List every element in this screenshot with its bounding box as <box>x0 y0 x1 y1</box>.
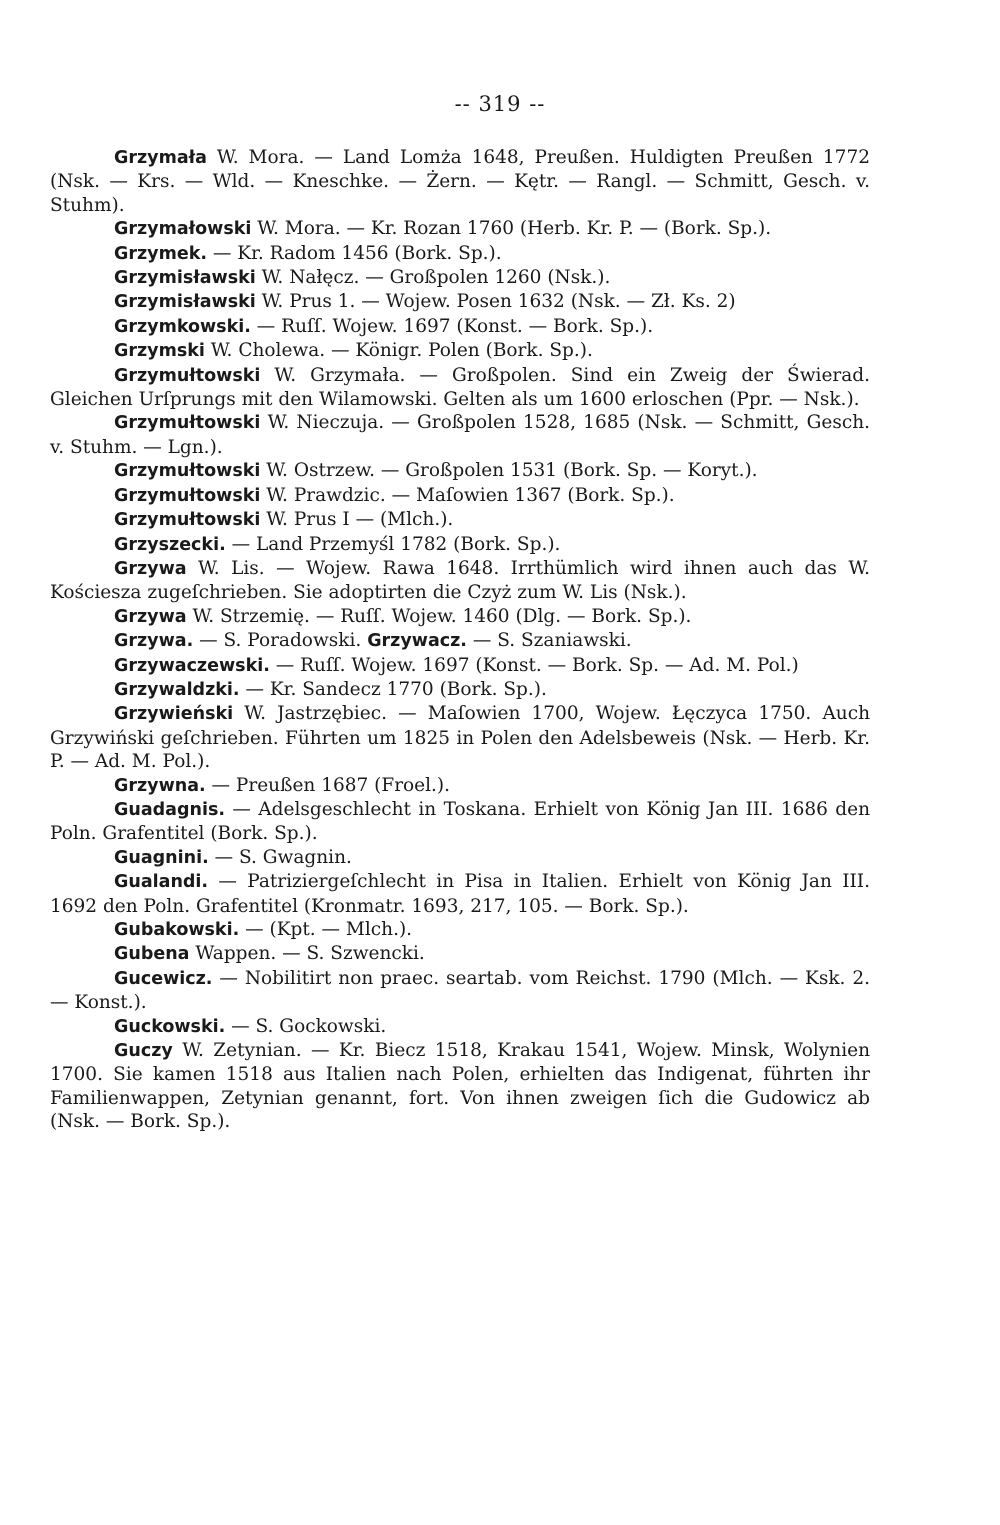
entry-text: — Kr. Sandecz 1770 (Bork. Sp.). <box>239 678 547 700</box>
entry <box>50 774 870 798</box>
entry-headword: Gubena <box>114 944 190 965</box>
entry <box>50 533 870 557</box>
entry-text: W. Grzymała. — Großpolen. Sind ein Zweig der Świerad. Gleichen Urſprungs mit den Wilamowski. Gelten als um 1600 erloschen (Ppr. — Nsk.). <box>50 364 870 411</box>
entry-text: — Nobilitirt non praec. seartab. vom Reichst. 1790 (Mlch. — Ksk. 2. — Konst.). <box>50 967 870 1014</box>
entry-headword: Grzywa <box>114 606 187 627</box>
entry <box>50 242 870 266</box>
entry-text: W. Prus 1. — Wojew. Posen 1632 (Nsk. — Zł. Ks. 2) <box>255 291 736 313</box>
entry-text: W. Cholewa. — Königr. Polen (Bork. Sp.). <box>204 340 593 362</box>
entry-headword: Gubakowski. <box>114 920 240 940</box>
entry-text: — (Kpt. — Mlch.). <box>239 919 413 940</box>
entry-text: — S. Poradowski. <box>193 630 362 652</box>
entry-text: W. Zetynian. — Kr. Biecz 1518, Krakau 1541, Wojew. Minsk, Wolynien 1700. Sie kamen 1518 aus Italien nach Polen, erhielten das Indigenat, führten ihr Familienwappen, Zetynian genannt, fort. Von ihnen zweigen ſich die Gudowicz ab (Nsk. — Bork. Sp.). <box>50 1040 870 1133</box>
entry-text: W. Strzemię. — Ruſſ. Wojew. 1460 (Dlg. — Bork. Sp.). <box>186 605 692 627</box>
entry-headword: Grzymułtowski <box>114 485 261 506</box>
entry-headword: Grzymałowski <box>114 219 252 240</box>
entry-text: — Ruſſ. Wojew. 1697 (Konst. — Bork. Sp.). <box>250 315 654 337</box>
entry <box>50 605 870 629</box>
entry-headword: Grzymisławski <box>114 292 256 313</box>
entry-text: — S. Gwagnin. <box>208 846 352 868</box>
entry-text: W. Jastrzębiec. — Maſowien 1700, Wojew. Łęczyca 1750. Auch Grzywiński geſchrieben. Führten um 1825 in Polen den Adelsbeweis (Nsk. — Herb. Kr. P. — Ad. M. Pol.). <box>50 703 870 773</box>
entry <box>50 918 870 942</box>
entry-text: — Preußen 1687 (Froel.). <box>205 774 451 796</box>
entry-headword: Grzymułtowski <box>114 413 261 434</box>
entry-headword: Grzymski <box>114 341 205 362</box>
entry <box>50 798 870 846</box>
entry <box>50 339 870 363</box>
entry-text: W. Nieczuja. — Großpolen 1528, 1685 (Nsk. — Schmitt, Gesch. v. Stuhm. — Lgn.). <box>50 412 870 458</box>
entry <box>50 411 870 459</box>
entry-headword: Grzymułtowski <box>114 510 261 531</box>
entry <box>50 702 870 773</box>
entry-headword: Gualandi. <box>114 872 209 893</box>
entry-headword: Guagnini. <box>114 847 209 868</box>
entry <box>50 146 870 217</box>
entry-text: — S. Gockowski. <box>225 1015 387 1037</box>
entry-text: W. Mora. — Land Lomża 1648, Preußen. Huldigten Preußen 1772 (Nsk. — Krs. — Wld. — Kneschke. — Żern. — Kętr. — Rangl. — Schmitt, Gesch. v. Stuhm). <box>50 147 870 216</box>
entry <box>50 1015 870 1039</box>
entry-text: W. Ostrzew. — Großpolen 1531 (Bork. Sp. — Koryt.). <box>260 460 758 482</box>
entry-text: — Adelsgeschlecht in Toskana. Erhielt von König Jan III. 1686 den Poln. Grafentitel (Bork. Sp.). <box>50 798 870 845</box>
entry-headword: Grzywacz. <box>367 631 467 652</box>
entry-text: W. Prawdzic. — Maſowien 1367 (Bork. Sp.). <box>260 484 675 506</box>
page-number: -- 319 -- <box>454 92 546 116</box>
entry-headword: Grzymisławski <box>114 268 256 289</box>
entry-headword: Grzymkowski. <box>114 316 251 337</box>
entry-list <box>50 146 870 1134</box>
entry-headword: Grzymułtowski <box>114 365 261 386</box>
entry-headword: Grzywaczewski. <box>114 655 270 676</box>
entry-text: W. Nałęcz. — Großpolen 1260 (Nsk.). <box>255 267 611 289</box>
entry <box>50 315 870 339</box>
entry-headword: Grzywa <box>114 558 187 579</box>
entry-text: — Ruſſ. Wojew. 1697 (Konst. — Bork. Sp. — Ad. M. Pol.) <box>269 654 799 676</box>
entry-headword: Guczy <box>114 1041 173 1062</box>
entry <box>50 870 870 918</box>
entry <box>50 1039 870 1134</box>
entry <box>50 364 870 412</box>
entry-headword: Guadagnis. <box>114 799 226 820</box>
entry-text: — Patriziergeſchlecht in Pisa in Italien. Erhielt von König Jan III. 1692 den Poln. Grafentitel (Kronmatr. 1693, 217, 105. — Bork. Sp.). <box>50 871 870 917</box>
entry <box>50 266 870 290</box>
entry-headword: Grzymała <box>114 148 207 168</box>
entry-headword: Grzymek. <box>114 243 207 264</box>
entry-text: — S. Szaniawski. <box>466 630 632 652</box>
entry-text: — Land Przemyśl 1782 (Bork. Sp.). <box>225 533 561 555</box>
entry <box>50 459 870 483</box>
entry-headword: Grzywieński <box>114 704 234 725</box>
entry-headword: Grzymułtowski <box>114 461 261 482</box>
entry <box>50 629 870 653</box>
entry <box>50 654 870 678</box>
entry <box>50 678 870 702</box>
entry-headword: Guckowski. <box>114 1016 226 1037</box>
entry-headword: Gucewicz. <box>114 968 213 989</box>
entry <box>50 217 870 241</box>
entry <box>50 942 870 966</box>
entry <box>50 846 870 870</box>
entry-headword: Grzywa. <box>114 631 194 652</box>
entry-text: W. Lis. — Wojew. Rawa 1648. Irrthümlich wird ihnen auch das W. Kościesza zugeſchrieben. Sie adoptirten die Czyż zum W. Lis (Nsk.). <box>50 557 870 604</box>
entry-text: Wappen. — S. Szwencki. <box>189 943 425 965</box>
entry-text: — Kr. Radom 1456 (Bork. Sp.). <box>206 242 502 264</box>
entry-headword: Grzywna. <box>114 775 206 796</box>
entry-headword: Grzywaldzki. <box>114 679 240 700</box>
entry <box>50 484 870 508</box>
entry <box>50 508 870 532</box>
entry <box>50 967 870 1015</box>
entry <box>50 557 870 605</box>
entry-text: W. Prus I — (Mlch.). <box>260 509 454 531</box>
entry-text: W. Mora. — Kr. Rozan 1760 (Herb. Kr. P. — (Bork. Sp.). <box>251 218 772 240</box>
entry <box>50 290 870 314</box>
entry-headword: Grzyszecki. <box>114 534 226 555</box>
